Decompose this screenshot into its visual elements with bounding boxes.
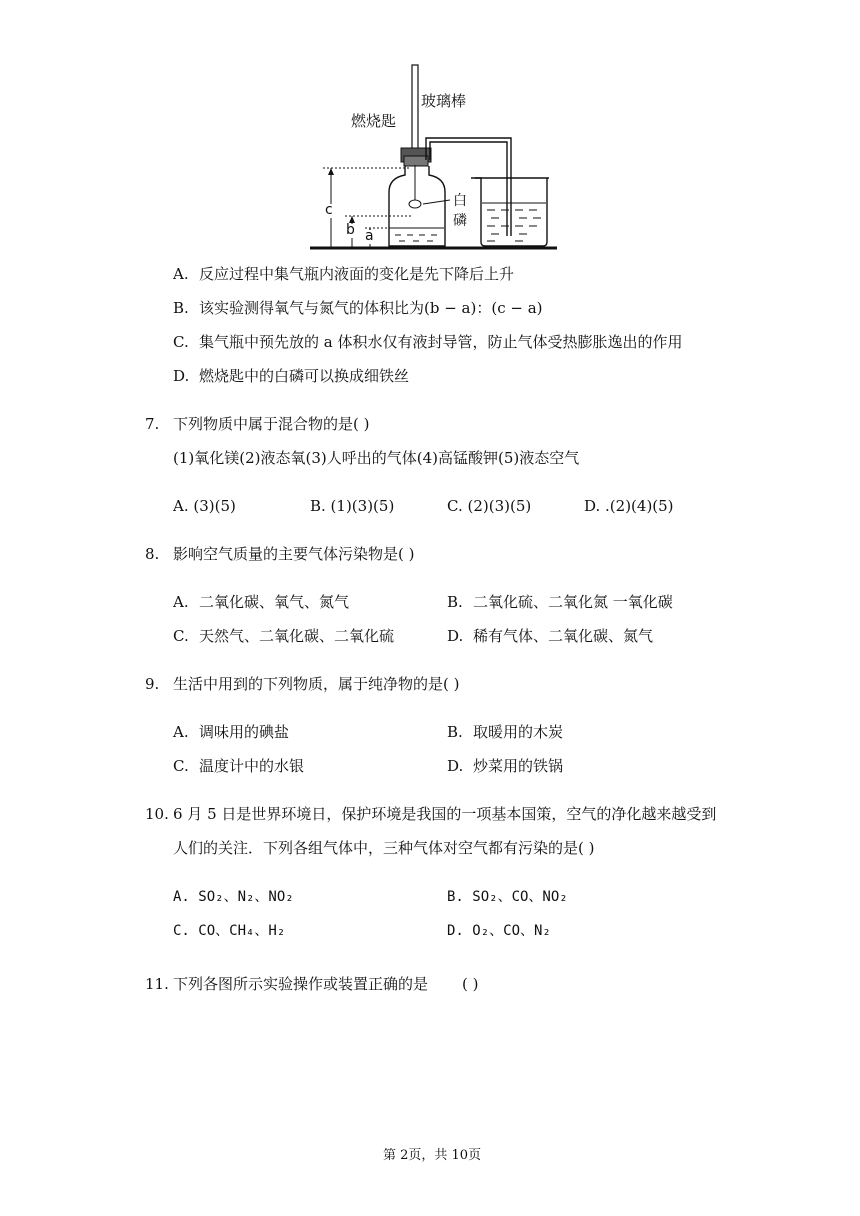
q11-stem: 11. 下列各图所示实验操作或装置正确的是: [145, 975, 429, 993]
q10-stem-line1: 10. 6 月 5 日是世界环境日，保护环境是我国的一项基本国策，空气的净化越来越受到: [145, 805, 717, 823]
q7-option-d: D. .(2)(4)(5): [584, 497, 674, 515]
q9-option-b: B. 取暖用的木炭: [447, 723, 564, 741]
q6-option-a: A. 反应过程中集气瓶内液面的变化是先下降后上升: [173, 265, 515, 283]
q10-option-b: B. SO₂、CO、NO₂: [447, 889, 568, 905]
q6-option-d: D. 燃烧匙中的白磷可以换成细铁丝: [173, 367, 410, 385]
q8-stem: 8. 影响空气质量的主要气体污染物是( ): [145, 545, 415, 563]
dim-label-a: a: [365, 228, 374, 244]
q10-option-d: D. O₂、CO、N₂: [447, 923, 551, 939]
phosphorus-label-2: 磷: [453, 213, 467, 229]
q8-option-c: C. 天然气、二氧化碳、二氧化硫: [173, 627, 395, 645]
dim-label-b: b: [346, 222, 355, 238]
q7-option-c: C. (2)(3)(5): [447, 497, 532, 515]
phosphorus-label-1: 白: [453, 193, 467, 209]
dim-label-c: c: [325, 202, 333, 218]
q7-option-a: A. (3)(5): [173, 497, 236, 515]
q6-option-b: B. 该实验测得氧气与氮气的体积比为(b − a)：(c − a): [173, 299, 543, 317]
q6-option-c: C. 集气瓶中预先放的 a 体积水仅有液封导管，防止气体受热膨胀逸出的作用: [173, 333, 683, 351]
page-footer: 第 2页，共 10页: [383, 1148, 482, 1163]
q11-answer-paren: ( ): [462, 975, 479, 993]
q9-option-c: C. 温度计中的水银: [173, 757, 305, 775]
q8-option-b: B. 二氧化硫、二氧化氮 一氧化碳: [447, 593, 673, 611]
q7-option-b: B. (1)(3)(5): [310, 497, 395, 515]
q9-option-d: D. 炒菜用的铁锅: [447, 757, 564, 775]
q8-option-a: A. 二氧化碳、氧气、氮气: [173, 593, 350, 611]
q9-option-a: A. 调味用的碘盐: [173, 723, 290, 741]
q10-option-a: A. SO₂、N₂、NO₂: [173, 889, 294, 905]
q10-stem-line2: 人们的关注．下列各组气体中，三种气体对空气都有污染的是( ): [173, 839, 595, 857]
apparatus-figure: [305, 60, 560, 255]
q7-substances: (1)氧化镁(2)液态氧(3)人呼出的气体(4)高锰酸钾(5)液态空气: [173, 449, 580, 467]
q7-stem: 7. 下列物质中属于混合物的是( ): [145, 415, 370, 433]
q10-option-c: C. CO、CH₄、H₂: [173, 923, 286, 939]
rod-label: 玻璃棒: [421, 92, 467, 110]
q9-stem: 9. 生活中用到的下列物质，属于纯净物的是( ): [145, 675, 460, 693]
spoon-label: 燃烧匙: [351, 112, 397, 130]
q8-option-d: D. 稀有气体、二氧化碳、氮气: [447, 627, 654, 645]
